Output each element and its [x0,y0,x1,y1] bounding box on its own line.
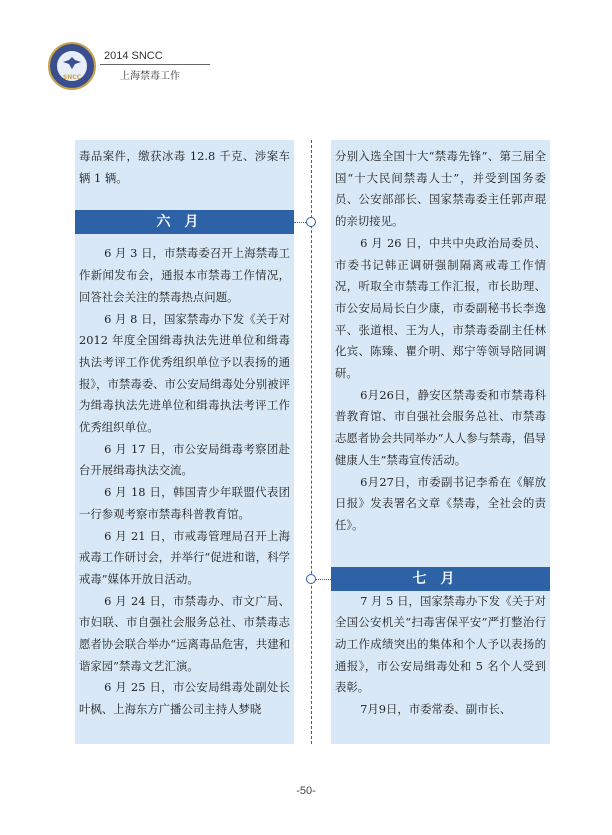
header-year-title: 2014 SNCC [104,50,163,62]
paragraph: 6 月 25 日，市公安局缉毒处副处长叶枫、上海东方广播公司主持人梦晓 [79,680,290,717]
ring-marker-icon [306,217,316,227]
logo-text: SNCC [62,74,82,81]
right-column [331,140,550,744]
connector-line [316,579,331,580]
header-divider [100,64,210,65]
paragraph: 6月27日，市委副书记李希在《解放日报》发表署名文章《禁毒，全社会的责任》。 [335,474,546,532]
sncc-logo [48,42,96,90]
center-separator [311,140,312,744]
ring-marker-icon [306,574,316,584]
paragraph: 6 月 21 日，市戒毒管理局召开上海戒毒工作研讨会，并举行“促进和谐，科学戒毒”媒体开放日活动。 [79,528,290,586]
paragraph: 6月26日，静安区禁毒委和市禁毒科普教育馆、市自强社会服务总社、市禁毒志愿者协会共同举办“人人参与禁毒，倡导健康人生”禁毒宣传活动。 [335,387,546,467]
paragraph: 分别入选全国十大“禁毒先锋”、第三届全国“十大民间禁毒人士”，并受到国务委员、公安部部长、国家禁毒委主任郭声琨的亲切接见。 [335,149,546,229]
paragraph: 6 月 18 日，韩国青少年联盟代表团一行参观考察市禁毒科普教育馆。 [79,485,290,521]
paragraph: 6 月 24 日，市禁毒办、市文广局、市妇联、市自强社会服务总社、市禁毒志愿者协会联合举办“远离毒品危害，共建和谐家园”禁毒文艺汇演。 [79,593,290,673]
eagle-icon [62,56,82,70]
june-heading: 六月 [75,210,294,234]
connector-line [294,222,306,223]
paragraph: 6 月 3 日，市禁毒委召开上海禁毒工作新闻发布会，通报本市禁毒工作情况，回答社会关注的禁毒热点问题。 [79,246,290,304]
paragraph: 毒品案件，缴获冰毒 12.8 千克、涉案车辆 1 辆。 [79,149,290,185]
header-subtitle: 上海禁毒工作 [120,71,180,82]
paragraph: 6 月 26 日，中共中央政治局委员、市委书记韩正调研强制隔离戒毒工作情况，听取全市禁毒工作汇报，市长助理、市公安局局长白少康，市委副秘书长李逸平、张道根、王为人，市禁毒委副主任林化宾、陈臻、瞿介明、郑宁等领导陪同调研。 [335,235,546,381]
page-number: -50- [296,785,316,797]
paragraph: 7 月 5 日，国家禁毒办下发《关于对全国公安机关“扫毒害保平安”严打整治行动工作成绩突出的集体和个人予以表扬的通报》，市公安局缉毒处和 5 名个人受到表彰。 [335,593,546,695]
paragraph: 6 月 17 日，市公安局缉毒考察团赴台开展缉毒执法交流。 [79,441,290,478]
paragraph: 6 月 8 日，国家禁毒办下发《关于对 2012 年度全国缉毒执法先进单位和缉毒执法考评工作优秀组织单位予以表扬的通报》，市禁毒委、市公安局缉毒处分别被评为缉毒执法先进单位和缉毒执法考评工作优秀组织单位。 [79,311,290,435]
paragraph: 7月9日，市委常委、副市长、 [360,702,512,717]
july-heading: 七月 [331,567,550,591]
